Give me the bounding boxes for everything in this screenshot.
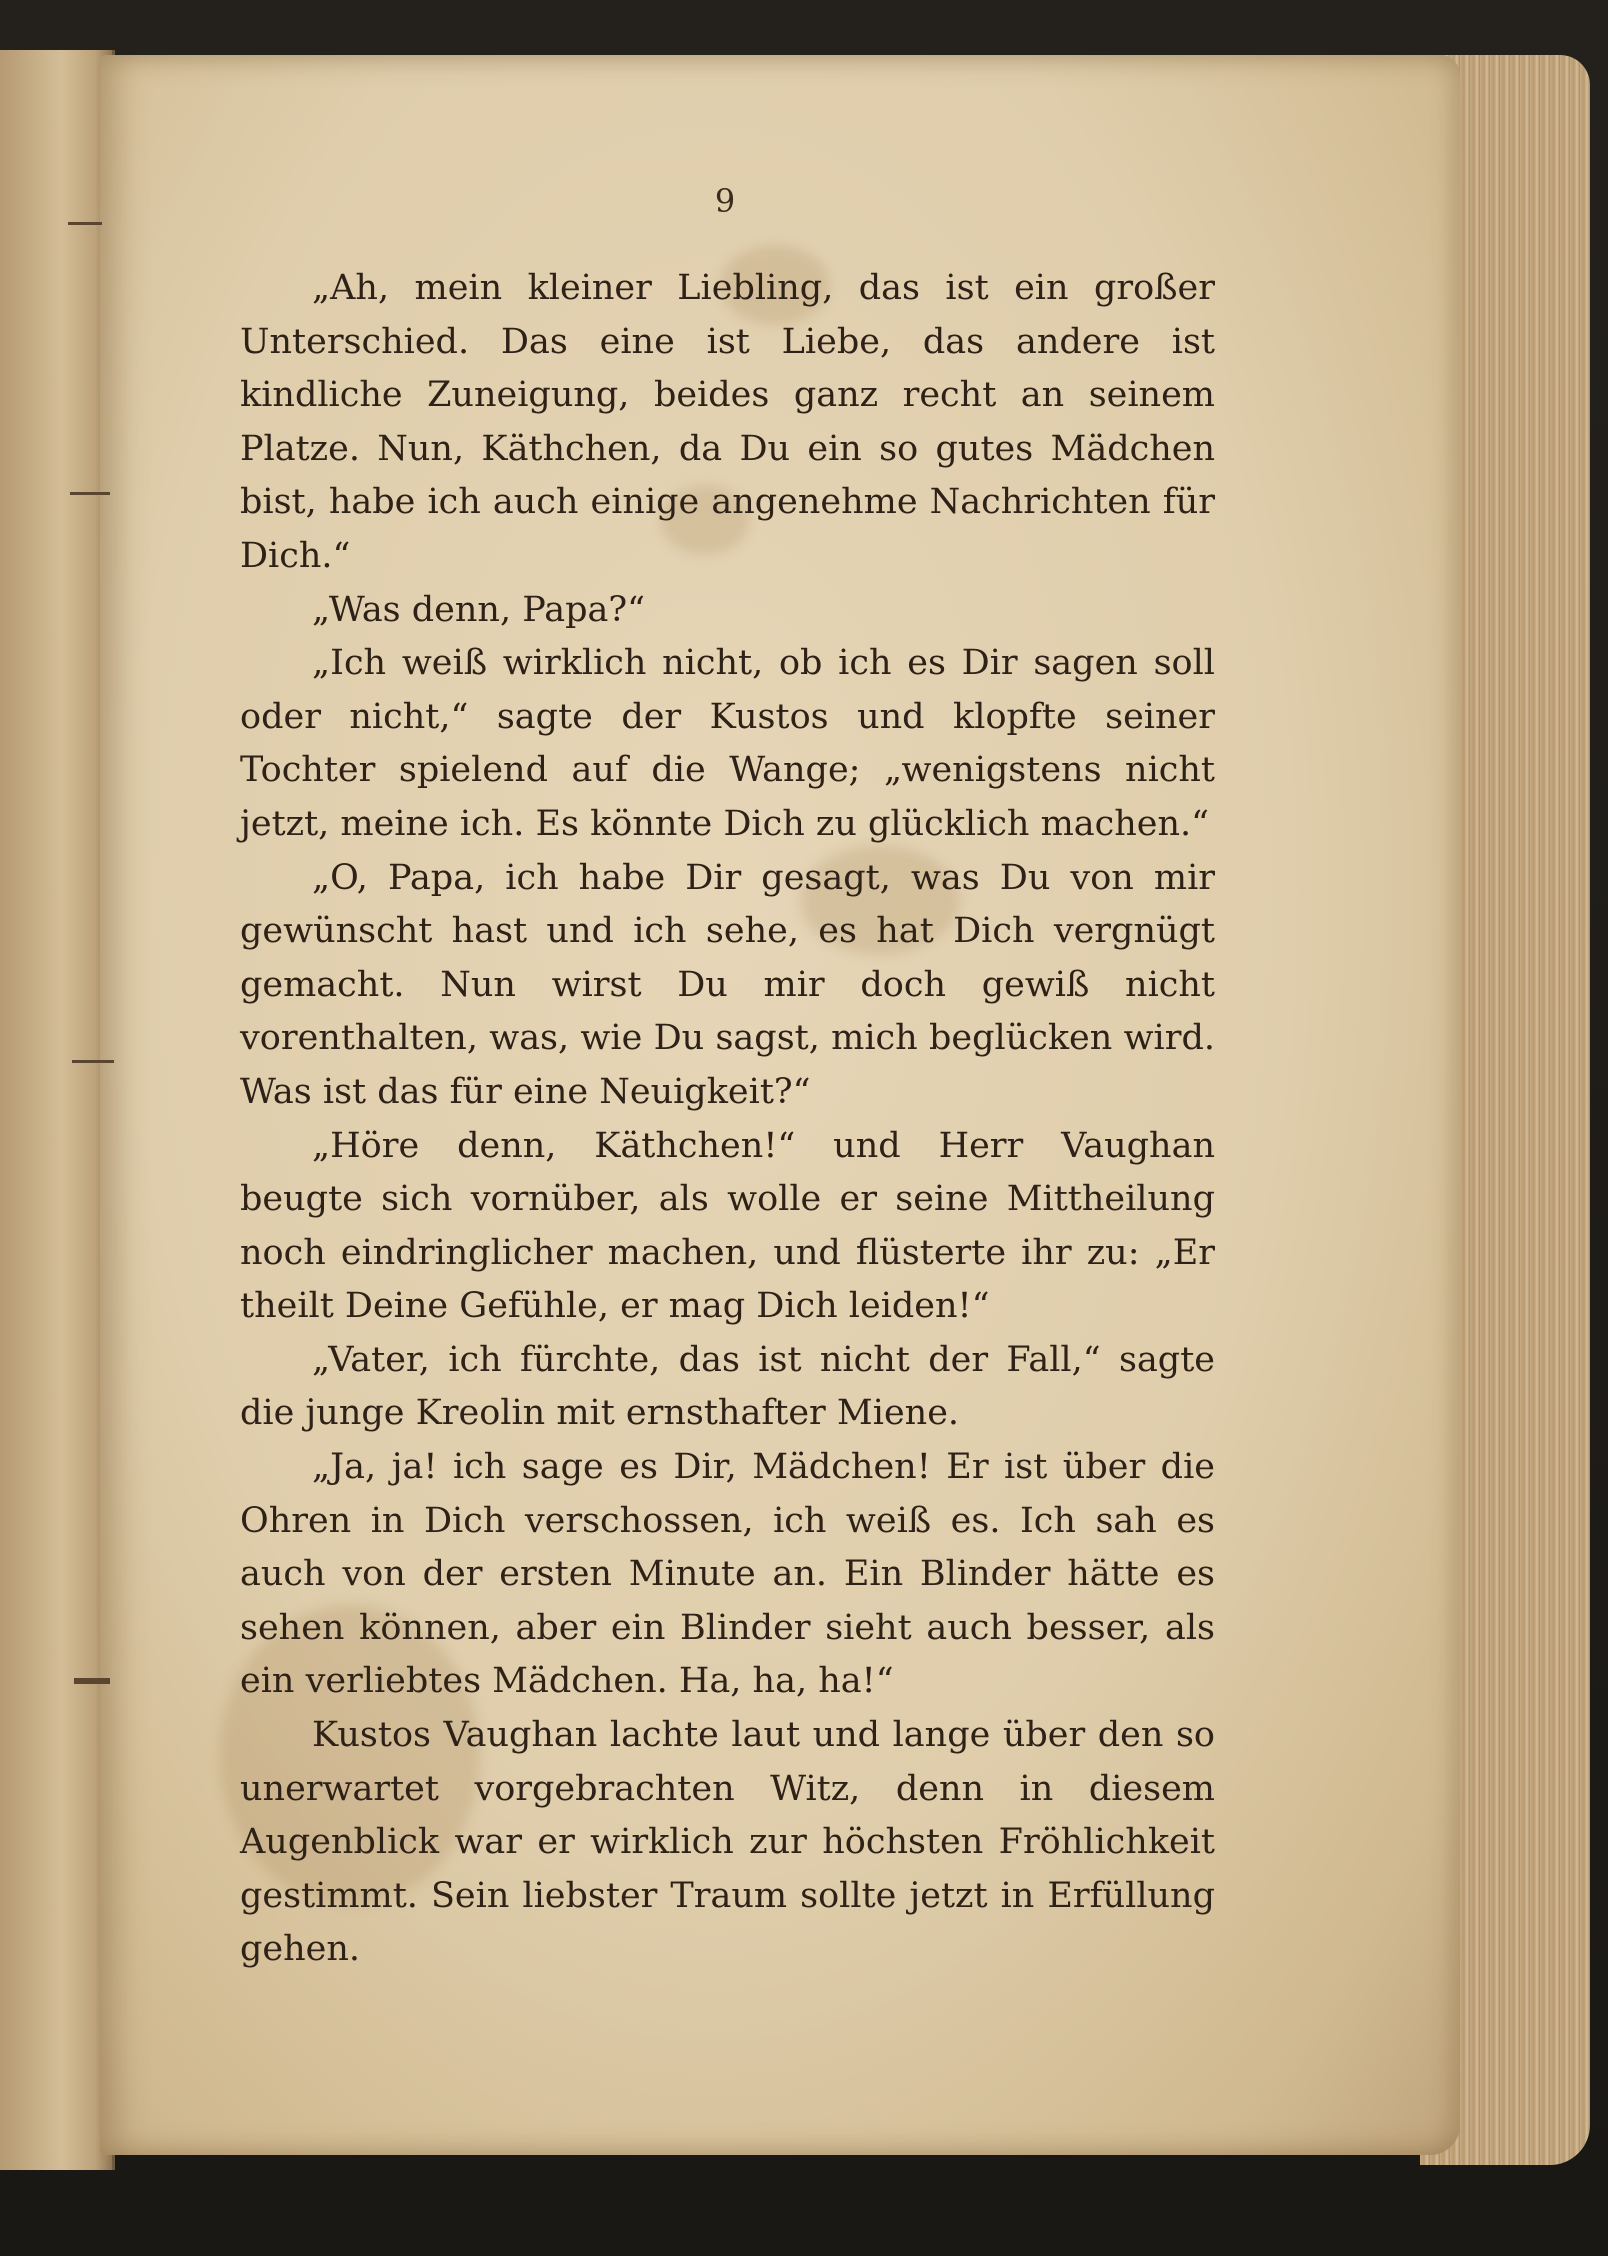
- margin-mark: [68, 222, 102, 225]
- paragraph: „O, Papa, ich habe Dir gesagt, was Du von mir gewünscht hast und ich sehe, es hat Dich vergnügt gemacht. Nun wirst Du mir doch gewiß nicht vorenthalten, was, wie Du sagst, mich beglücken wird. Was ist das für eine Neuigkeit?“: [240, 857, 1215, 1112]
- paragraph: „Ah, mein kleiner Liebling, das ist ein großer Unterschied. Das eine ist Liebe, das andere ist kindliche Zuneigung, beides ganz recht an seinem Platze. Nun, Käthchen, da Du ein so gutes Mädchen bist, habe ich auch einige angenehme Nachrichten für Dich.“: [240, 268, 1215, 576]
- paragraph: „Was denn, Papa?“: [312, 589, 645, 630]
- margin-mark: [72, 1060, 114, 1063]
- margin-mark: [74, 1678, 110, 1684]
- margin-mark: [70, 492, 110, 495]
- page-number: 9: [714, 182, 736, 220]
- paragraph: „Vater, ich fürchte, das ist nicht der Fall,“ sagte die junge Kreolin mit ernsthafter Miene.: [240, 1339, 1215, 1434]
- paragraph: „Ich weiß wirklich nicht, ob ich es Dir sagen soll oder nicht,“ sagte der Kustos und klopfte seiner Tochter spielend auf die Wange; „wenigstens nicht jetzt, meine ich. Es könnte Dich zu glücklich machen.“: [240, 643, 1215, 844]
- paragraph: Kustos Vaughan lachte laut und lange über den so unerwartet vorgebrachten Witz, denn in diesem Augenblick war er wirklich zur höchsten Fröhlichkeit gestimmt. Sein liebster Traum sollte jetzt in Erfüllung gehen.: [240, 1715, 1215, 1970]
- left-page-edge: [0, 50, 115, 2170]
- paragraph: „Ja, ja! ich sage es Dir, Mädchen! Er ist über die Ohren in Dich verschossen, ich weiß es. Ich sah es auch von der ersten Minute an. Ein Blinder hätte es sehen können, aber ein Blinder sieht auch besser, als ein verliebtes Mädchen. Ha, ha, ha!“: [240, 1447, 1215, 1702]
- paragraph: „Höre denn, Käthchen!“ und Herr Vaughan beugte sich vornüber, als wolle er seine Mittheilung noch eindringlicher machen, und flüsterte ihr zu: „Er theilt Deine Gefühle, er mag Dich leiden!“: [240, 1125, 1215, 1327]
- body-text: [240, 262, 1215, 1977]
